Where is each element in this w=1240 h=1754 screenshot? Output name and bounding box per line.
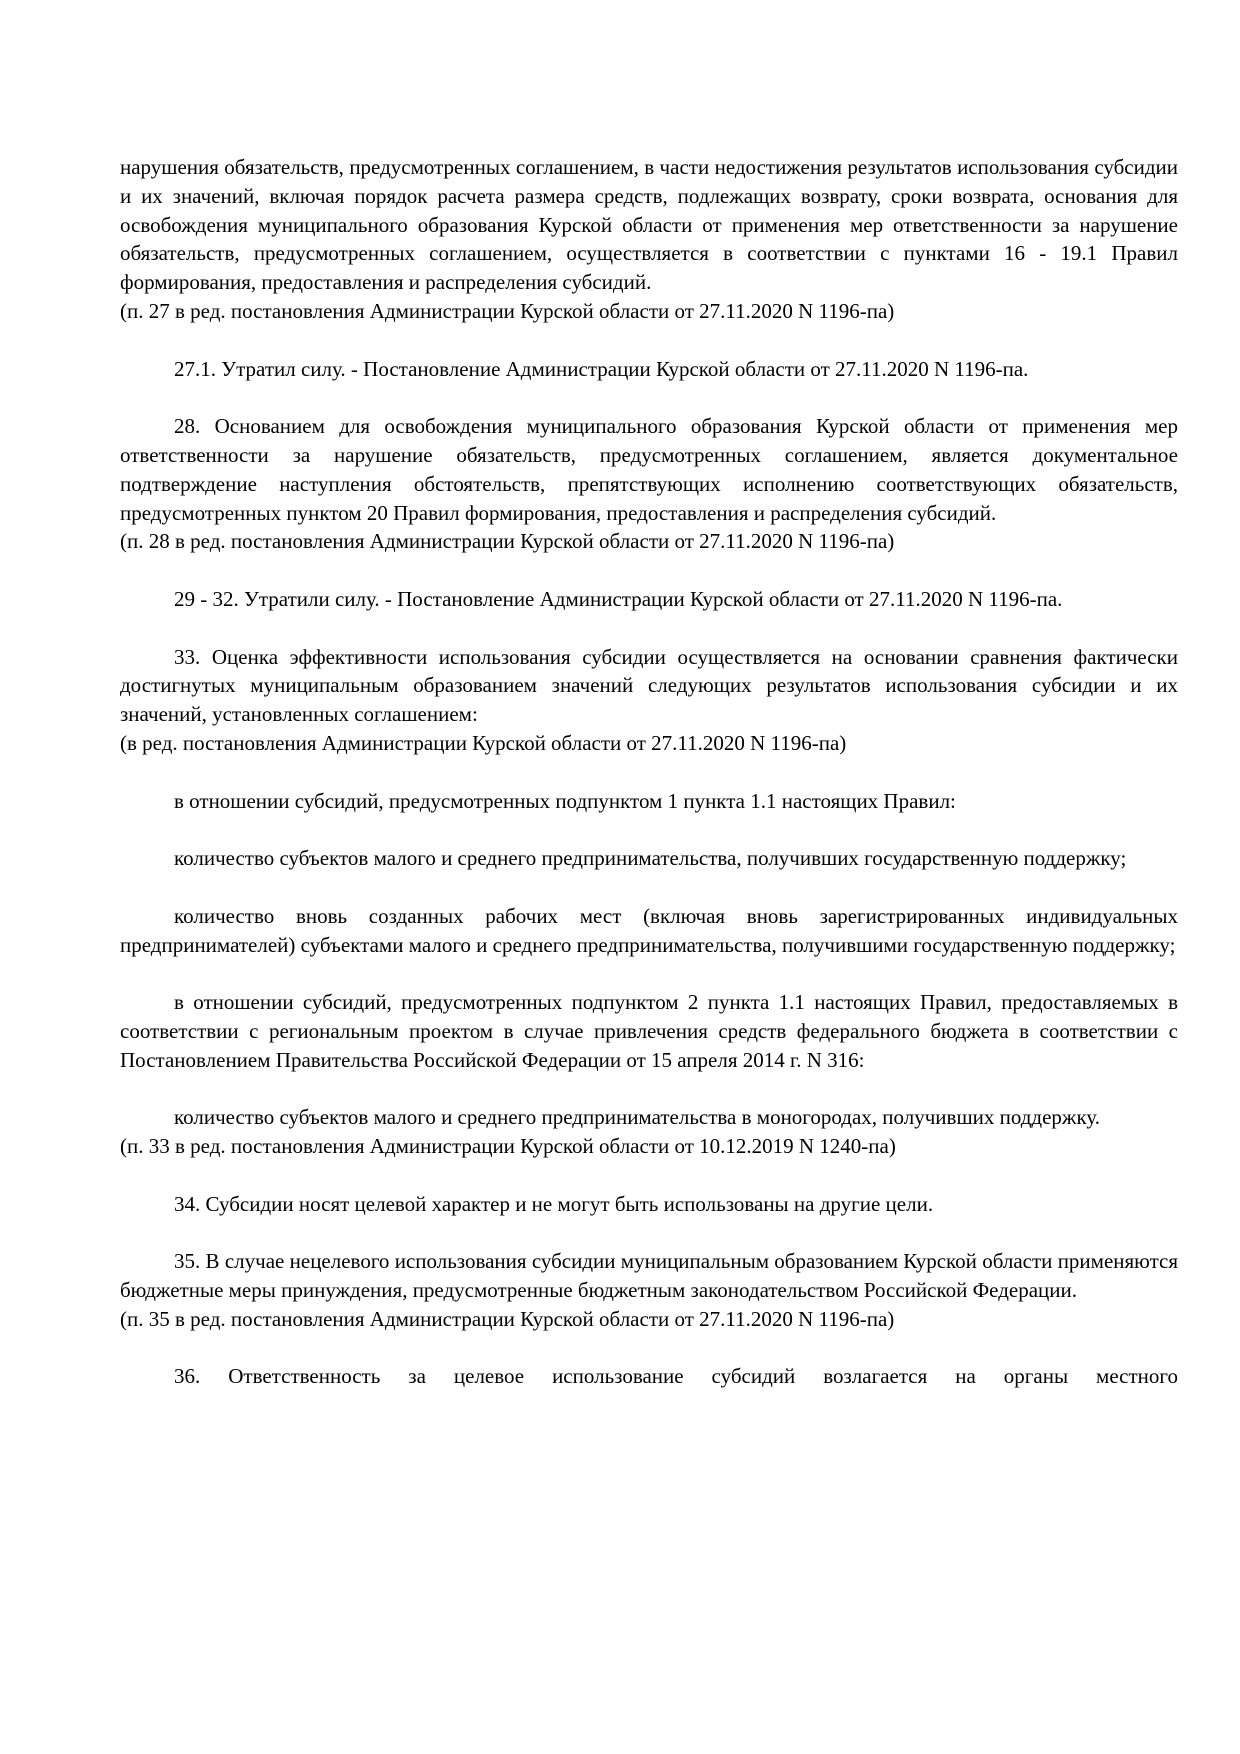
amendment-note: (п. 28 в ред. постановления Администрации Курской области от 27.11.2020 N 1196-па) bbox=[120, 529, 895, 554]
amendment-note: (п. 33 в ред. постановления Администрации Курской области от 10.12.2019 N 1240-па) bbox=[120, 1134, 896, 1159]
paragraph-27-1: 27.1. Утратил силу. - Постановление Администрации Курской области от 27.11.2020 N 1196-па. bbox=[174, 356, 1029, 381]
paragraph-33-sub1: в отношении субсидий, предусмотренных подпунктом 1 пункта 1.1 настоящих Правил: bbox=[174, 788, 956, 813]
paragraph-28: 28. Основанием для освобождения муниципального образования Курской области от применения мер ответственности за нарушение обязательств, предусмотренных соглашением, является документальное подтверждение наступления обстоятельств, препятствующих исполнению соответствующих обязательств, предусмотренных пунктом 20 Правил формирования, предоставления и распределения субсидий. bbox=[120, 414, 1178, 525]
amendment-note: (п. 35 в ред. постановления Администрации Курской области от 27.11.2020 N 1196-па) bbox=[120, 1306, 895, 1331]
paragraph-33-indicator3: количество субъектов малого и среднего предпринимательства в моногородах, получивших поддержку. bbox=[174, 1105, 1100, 1130]
paragraph-33-indicator1: количество субъектов малого и среднего предпринимательства, получивших государственную поддержку; bbox=[174, 846, 1127, 871]
document-page bbox=[120, 153, 1178, 1420]
paragraph-36: 36. Ответственность за целевое использование субсидий возлагается на органы местного bbox=[174, 1364, 1178, 1389]
paragraph-33: 33. Оценка эффективности использования субсидии осуществляется на основании сравнения фактически достигнутых муниципальным образованием значений следующих результатов использования субсидии и их значений, установленных соглашением: bbox=[120, 644, 1178, 727]
paragraph-33-indicator2: количество вновь созданных рабочих мест (включая вновь зарегистрированных индивидуальных предпринимателей) субъектами малого и среднего предпринимательства, получившими государственную поддержку; bbox=[120, 903, 1178, 957]
amendment-note: (п. 27 в ред. постановления Администрации Курской области от 27.11.2020 N 1196-па) bbox=[120, 298, 895, 323]
paragraph-29-32: 29 - 32. Утратили силу. - Постановление Администрации Курской области от 27.11.2020 N 1196-па. bbox=[174, 586, 1063, 611]
paragraph-33-sub2: в отношении субсидий, предусмотренных подпунктом 2 пункта 1.1 настоящих Правил, предоставляемых в соответствии с региональным проектом в случае привлечения средств федерального бюджета в соответствии с Постановлением Правительства Российской Федерации от 15 апреля 2014 г. N 316: bbox=[120, 990, 1178, 1072]
paragraph-35: 35. В случае нецелевого использования субсидии муниципальным образованием Курской области применяются бюджетные меры принуждения, предусмотренные бюджетным законодательством Российской Федерации. bbox=[120, 1249, 1178, 1303]
paragraph-27-continuation: нарушения обязательств, предусмотренных соглашением, в части недостижения результатов использования субсидии и их значений, включая порядок расчета размера средств, подлежащих возврату, сроки возврата, основания для освобождения муниципального образования Курской области от применения мер ответственности за нарушение обязательств, предусмотренных соглашением, осуществляется в соответствии с пунктами 16 - 19.1 Правил формирования, предоставления и распределения субсидий. bbox=[120, 155, 1178, 295]
amendment-note: (в ред. постановления Администрации Курской области от 27.11.2020 N 1196-па) bbox=[120, 730, 847, 755]
paragraph-34: 34. Субсидии носят целевой характер и не могут быть использованы на другие цели. bbox=[174, 1191, 934, 1216]
